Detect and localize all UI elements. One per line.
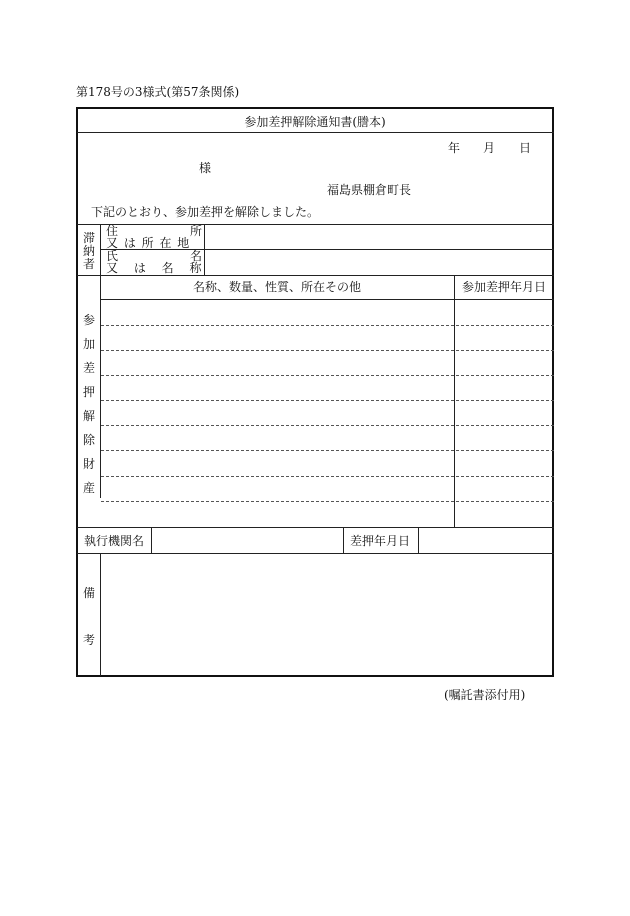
col-date-header: 参加差押年月日 <box>461 280 546 294</box>
form-number: 第178号の3様式(第57条関係) <box>76 85 240 99</box>
divider <box>77 132 554 133</box>
footer-note: (嘱託書添付用) <box>444 688 526 702</box>
row-divider <box>101 476 554 477</box>
date-year: 年 <box>448 141 461 155</box>
divider <box>418 527 419 553</box>
row-divider <box>101 450 554 451</box>
divider <box>151 527 152 553</box>
row-divider <box>101 400 554 401</box>
divider <box>77 224 554 225</box>
divider <box>343 527 344 553</box>
form-title: 参加差押解除通知書(謄本) <box>244 115 386 129</box>
divider <box>100 553 101 676</box>
row-divider <box>101 501 554 502</box>
issuer-name: 福島県棚倉町長 <box>327 183 412 197</box>
row-divider <box>101 325 554 326</box>
row-divider <box>101 375 554 376</box>
addressee-suffix: 様 <box>199 161 212 175</box>
divider <box>77 553 554 554</box>
divider <box>100 299 554 300</box>
date-month: 月 <box>483 141 496 155</box>
form-frame <box>76 107 554 677</box>
date-day: 日 <box>519 141 532 155</box>
divider <box>77 527 554 528</box>
divider <box>100 224 101 498</box>
agency-label: 執行機関名 <box>84 534 145 548</box>
col-description-header: 名称、数量、性質、所在その他 <box>192 280 361 294</box>
row-divider <box>101 350 554 351</box>
row-divider <box>101 425 554 426</box>
notice-text: 下記のとおり、参加差押を解除しました。 <box>91 205 320 219</box>
divider <box>454 275 455 528</box>
divider <box>77 275 554 276</box>
seizure-date-label: 差押年月日 <box>350 534 411 548</box>
